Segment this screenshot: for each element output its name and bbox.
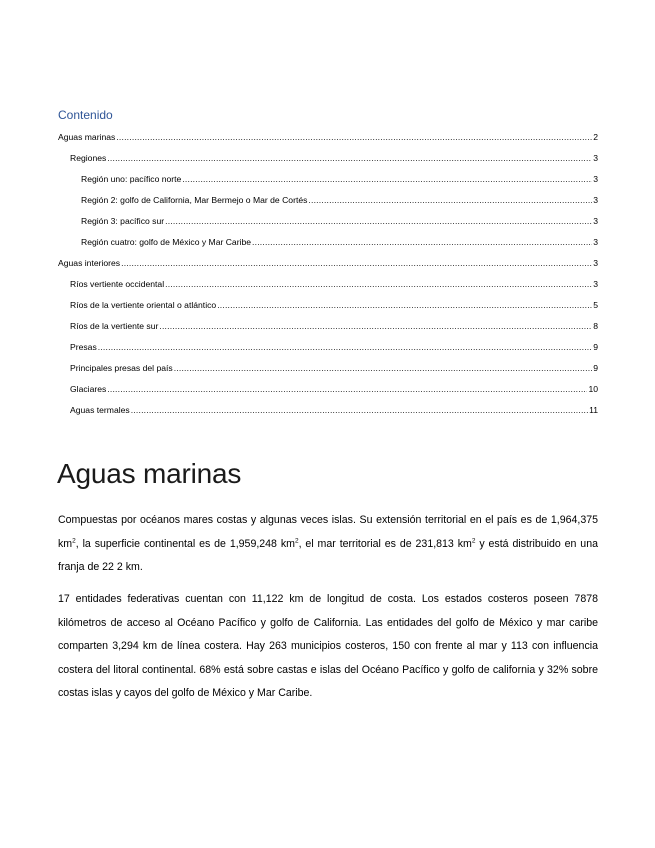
- toc-entry-page: 8: [593, 321, 598, 331]
- toc-leader: [252, 235, 592, 249]
- toc-leader: [165, 277, 592, 291]
- toc-entry-page: 9: [593, 342, 598, 352]
- toc-entry-page: 3: [593, 174, 598, 184]
- toc-entry[interactable]: [70, 319, 598, 333]
- toc-leader: [98, 340, 592, 354]
- toc-leader: [182, 172, 592, 186]
- toc-entry-title: Ríos de la vertiente sur: [70, 321, 159, 331]
- section-heading: Aguas marinas: [57, 458, 242, 489]
- toc-entry-page: 3: [593, 195, 598, 205]
- toc-leader: [107, 151, 592, 165]
- section-paragraph-1: [58, 509, 598, 580]
- toc-leader: [174, 361, 593, 375]
- toc-entry[interactable]: [58, 256, 598, 270]
- toc-entry-page: 10: [588, 384, 598, 394]
- toc-leader: [308, 193, 592, 207]
- toc-entry-page: 3: [593, 153, 598, 163]
- toc-leader: [159, 319, 592, 333]
- superscript: 2: [471, 536, 476, 544]
- toc-entry[interactable]: [81, 235, 598, 249]
- toc-entry-page: 3: [593, 279, 598, 289]
- toc-leader: [121, 256, 592, 270]
- paragraph-text: y está distribuido en una franja de 22 2 km.: [58, 537, 598, 573]
- superscript: 2: [294, 536, 299, 544]
- toc-entry-title: Región 3: pacífico sur: [81, 216, 165, 226]
- superscript: 2: [72, 536, 76, 544]
- toc-entry[interactable]: [70, 298, 598, 312]
- section-paragraph-2: 17 entidades federativas cuentan con 11,122 km de longitud de costa. Los estados costeros poseen 7878 kilómetros de acceso al Océano Pacífico y golfo de California. Las entidades del golfo de México y mar caribe comparten 3,294 km de línea costera. Hay 263 municipios costeros, 150 con frente al mar y 113 con influencia costera del litoral continental. 68% está sobre castas e islas del Océano Pacífico y golfo de california y 32% sobre costas islas y cayos del golfo de México y Mar Caribe.: [58, 593, 598, 699]
- toc-entry[interactable]: [70, 277, 598, 291]
- paragraph-text: , la superficie continental es de 1,959,248 km: [75, 537, 295, 550]
- toc-entry-page: 5: [593, 300, 598, 310]
- toc-entry-page: 3: [593, 258, 598, 268]
- toc-entry-title: Regiones: [70, 153, 107, 163]
- toc-entry-title: Principales presas del país: [70, 363, 173, 373]
- toc-entry-title: Presas: [70, 342, 97, 352]
- toc-entry-page: 2: [593, 132, 598, 142]
- toc-entry-title: Ríos de la vertiente oriental o atlántico: [70, 300, 217, 310]
- toc-entry-title: Aguas termales: [70, 405, 130, 415]
- toc-entry[interactable]: [81, 214, 598, 228]
- toc-entry-title: Región 2: golfo de California, Mar Bermejo o Mar de Cortés: [81, 195, 308, 205]
- toc-leader: [131, 403, 588, 417]
- toc-leader: [107, 382, 587, 396]
- toc-entry[interactable]: [81, 172, 598, 186]
- toc-entry-page: 3: [593, 237, 598, 247]
- toc-entry-title: Región cuatro: golfo de México y Mar Caribe: [81, 237, 252, 247]
- toc-entry[interactable]: [70, 361, 598, 375]
- toc-leader: [116, 130, 592, 144]
- toc-entry-title: Aguas interiores: [58, 258, 121, 268]
- toc-entry-title: Aguas marinas: [58, 132, 116, 142]
- toc-entry-title: Glaciares: [70, 384, 107, 394]
- toc-entry[interactable]: [70, 382, 598, 396]
- toc-entry-page: 9: [593, 363, 598, 373]
- toc-entry-page: 3: [593, 216, 598, 226]
- toc-heading: Contenido: [58, 108, 113, 122]
- toc-entry[interactable]: [58, 130, 598, 144]
- toc-entry[interactable]: [70, 403, 598, 417]
- paragraph-text: Compuestas por océanos mares costas y algunas veces islas. Su extensión territorial en el país es de 1,964,375 km: [58, 514, 598, 550]
- toc-entry[interactable]: [70, 340, 598, 354]
- toc-entry[interactable]: [70, 151, 598, 165]
- toc-leader: [217, 298, 592, 312]
- toc-entry-title: Ríos vertiente occidental: [70, 279, 165, 289]
- toc-entry-page: 11: [589, 405, 598, 415]
- toc-entry[interactable]: [81, 193, 598, 207]
- toc-leader: [165, 214, 592, 228]
- toc-entry-title: Región uno: pacífico norte: [81, 174, 182, 184]
- paragraph-text: , el mar territorial es de 231,813 km: [298, 537, 472, 550]
